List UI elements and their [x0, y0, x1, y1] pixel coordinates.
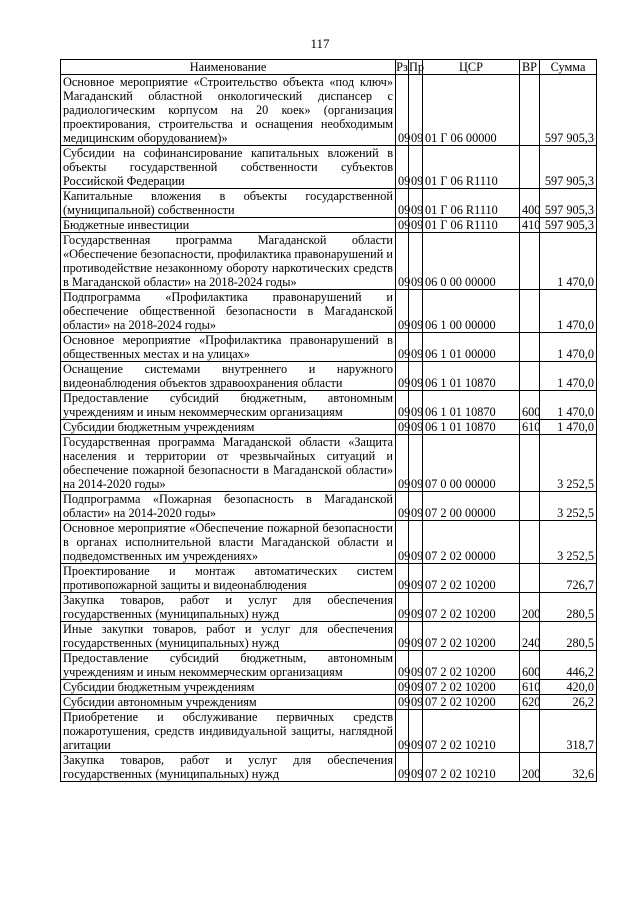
- row-rz: 09: [396, 420, 409, 435]
- header-vr: ВР: [520, 60, 540, 75]
- header-rz: Рз: [396, 60, 408, 74]
- row-name: Проектирование и монтаж автоматических систем противопожарной защиты и видеонаблюдения: [61, 564, 396, 593]
- header-name: Наименование: [61, 60, 396, 75]
- row-rz: 09: [396, 753, 409, 782]
- row-pr: 09: [409, 290, 423, 333]
- row-sum: 726,7: [540, 564, 597, 593]
- row-name: Иные закупки товаров, работ и услуг для обеспечения государственных (муниципальных) нужд: [61, 622, 396, 651]
- row-pr: 09: [409, 420, 423, 435]
- row-name: Субсидии автономным учреждениям: [61, 695, 396, 710]
- row-sum: 1 470,0: [540, 362, 597, 391]
- row-sum: 597 905,3: [540, 75, 597, 146]
- row-rz: 09: [396, 362, 409, 391]
- table-row: [61, 290, 597, 333]
- header-pr: Пр: [409, 60, 425, 74]
- page-number: 117: [310, 36, 330, 51]
- row-csr: 01 Г 06 00000: [423, 75, 520, 146]
- row-name: Основное мероприятие «Обеспечение пожарной безопасности в органах исполнительной власти Магаданской области и подведомственных им учреждениях»: [61, 521, 396, 564]
- row-name: Подпрограмма «Профилактика правонарушений и обеспечение общественной безопасности в Магаданской области» на 2018-2024 годы»: [61, 290, 396, 333]
- header-sum: Сумма: [540, 60, 597, 75]
- row-sum: 318,7: [540, 710, 597, 753]
- row-rz: 09: [396, 521, 409, 564]
- row-pr: 09: [409, 233, 423, 290]
- row-sum: 597 905,3: [540, 146, 597, 189]
- row-sum: 1 470,0: [540, 290, 597, 333]
- row-vr: 600: [520, 391, 540, 420]
- row-pr: 09: [409, 333, 423, 362]
- row-sum: 32,6: [540, 753, 597, 782]
- row-rz: 09: [396, 492, 409, 521]
- row-vr: 600: [520, 651, 540, 680]
- row-pr: 09: [409, 218, 423, 233]
- row-name: Приобретение и обслуживание первичных средств пожаротушения, средств индивидуальной защиты, наглядной агитации: [61, 710, 396, 753]
- row-vr: [520, 521, 540, 564]
- row-sum: 26,2: [540, 695, 597, 710]
- row-sum: 280,5: [540, 593, 597, 622]
- table-row: [61, 521, 597, 564]
- row-rz: 09: [396, 333, 409, 362]
- row-name: Основное мероприятие «Строительство объекта «под ключ» Магаданский областной онкологический диспансер с радиологическим корпусом на 20 коек» (организация проектирования, строительства и оснащения необходимым медицинским оборудованием)»: [61, 75, 396, 146]
- row-pr: 09: [409, 593, 423, 622]
- table-row: [61, 695, 597, 710]
- table-header-row: [61, 60, 597, 75]
- row-pr: 09: [409, 622, 423, 651]
- row-name: Предоставление субсидий бюджетным, автономным учреждениям и иным некоммерческим организациям: [61, 391, 396, 420]
- row-name: Закупка товаров, работ и услуг для обеспечения государственных (муниципальных) нужд: [61, 753, 396, 782]
- row-vr: [520, 333, 540, 362]
- row-rz: 09: [396, 435, 409, 492]
- row-pr: 09: [409, 753, 423, 782]
- row-vr: 610: [520, 420, 540, 435]
- row-vr: [520, 233, 540, 290]
- row-rz: 09: [396, 680, 409, 695]
- row-pr: 09: [409, 75, 423, 146]
- table-row: [61, 622, 597, 651]
- row-csr: 07 2 02 10200: [423, 680, 520, 695]
- row-rz: 09: [396, 651, 409, 680]
- row-pr: 09: [409, 521, 423, 564]
- row-vr: 400: [520, 189, 540, 218]
- row-vr: [520, 75, 540, 146]
- row-vr: 620: [520, 695, 540, 710]
- row-name: Государственная программа Магаданской области «Обеспечение безопасности, профилактика правонарушений и противодействие незаконному обороту наркотических средств в Магаданской области» на 2018-2024 годы»: [61, 233, 396, 290]
- row-csr: 07 2 02 10200: [423, 564, 520, 593]
- table-row: [61, 564, 597, 593]
- row-csr: 06 1 00 00000: [423, 290, 520, 333]
- table-row: [61, 680, 597, 695]
- table-row: [61, 233, 597, 290]
- row-pr: 09: [409, 695, 423, 710]
- row-vr: [520, 362, 540, 391]
- table-row: [61, 420, 597, 435]
- row-vr: 240: [520, 622, 540, 651]
- row-csr: 07 0 00 00000: [423, 435, 520, 492]
- budget-table: [60, 59, 597, 782]
- table-row: [61, 710, 597, 753]
- row-sum: 3 252,5: [540, 435, 597, 492]
- row-sum: 3 252,5: [540, 521, 597, 564]
- table-row: [61, 362, 597, 391]
- row-sum: 280,5: [540, 622, 597, 651]
- row-vr: [520, 710, 540, 753]
- row-name: Субсидии бюджетным учреждениям: [61, 420, 396, 435]
- row-csr: 06 1 01 10870: [423, 362, 520, 391]
- row-sum: 1 470,0: [540, 333, 597, 362]
- row-pr: 09: [409, 391, 423, 420]
- row-rz: 09: [396, 218, 409, 233]
- row-csr: 07 2 02 10200: [423, 593, 520, 622]
- row-vr: [520, 290, 540, 333]
- row-pr: 09: [409, 362, 423, 391]
- row-name: Оснащение системами внутреннего и наружного видеонаблюдения объектов здравоохранения области: [61, 362, 396, 391]
- row-pr: 09: [409, 680, 423, 695]
- row-sum: 3 252,5: [540, 492, 597, 521]
- row-name: Субсидии бюджетным учреждениям: [61, 680, 396, 695]
- header-csr: ЦСР: [423, 60, 520, 75]
- row-sum: 1 470,0: [540, 420, 597, 435]
- row-name: Подпрограмма «Пожарная безопасность в Магаданской области» на 2014-2020 годы»: [61, 492, 396, 521]
- row-pr: 09: [409, 435, 423, 492]
- table-row: [61, 189, 597, 218]
- row-sum: 1 470,0: [540, 233, 597, 290]
- row-name: Бюджетные инвестиции: [61, 218, 396, 233]
- row-csr: 01 Г 06 R1110: [423, 218, 520, 233]
- table-row: [61, 753, 597, 782]
- row-csr: 07 2 00 00000: [423, 492, 520, 521]
- row-vr: [520, 492, 540, 521]
- row-csr: 06 1 01 10870: [423, 391, 520, 420]
- row-csr: 01 Г 06 R1110: [423, 189, 520, 218]
- row-pr: 09: [409, 146, 423, 189]
- row-pr: 09: [409, 564, 423, 593]
- row-csr: 07 2 02 00000: [423, 521, 520, 564]
- table-row: [61, 146, 597, 189]
- row-csr: 07 2 02 10210: [423, 710, 520, 753]
- row-rz: 09: [396, 146, 409, 189]
- row-csr: 07 2 02 10200: [423, 695, 520, 710]
- table-row: [61, 651, 597, 680]
- row-sum: 446,2: [540, 651, 597, 680]
- row-sum: 597 905,3: [540, 189, 597, 218]
- table-row: [61, 492, 597, 521]
- row-name: Закупка товаров, работ и услуг для обеспечения государственных (муниципальных) нужд: [61, 593, 396, 622]
- row-rz: 09: [396, 622, 409, 651]
- row-vr: [520, 564, 540, 593]
- row-name: Государственная программа Магаданской области «Защита населения и территории от чрезвычайных ситуаций и обеспечение пожарной безопасности в Магаданской области» на 2014-2020 годы»: [61, 435, 396, 492]
- row-csr: 01 Г 06 R1110: [423, 146, 520, 189]
- table-row: [61, 435, 597, 492]
- row-pr: 09: [409, 651, 423, 680]
- table-row: [61, 333, 597, 362]
- row-sum: 420,0: [540, 680, 597, 695]
- row-name: Субсидии на софинансирование капитальных вложений в объекты государственной собственности субъектов Российской Федерации: [61, 146, 396, 189]
- row-csr: 07 2 02 10210: [423, 753, 520, 782]
- row-vr: 610: [520, 680, 540, 695]
- row-pr: 09: [409, 710, 423, 753]
- row-vr: 200: [520, 593, 540, 622]
- table-row: [61, 75, 597, 146]
- table-row: [61, 391, 597, 420]
- row-rz: 09: [396, 593, 409, 622]
- row-rz: 09: [396, 564, 409, 593]
- row-vr: [520, 146, 540, 189]
- row-pr: 09: [409, 189, 423, 218]
- row-rz: 09: [396, 391, 409, 420]
- row-csr: 06 1 01 10870: [423, 420, 520, 435]
- row-sum: 597 905,3: [540, 218, 597, 233]
- row-sum: 1 470,0: [540, 391, 597, 420]
- row-csr: 06 1 01 00000: [423, 333, 520, 362]
- row-vr: [520, 435, 540, 492]
- row-rz: 09: [396, 75, 409, 146]
- row-vr: 410: [520, 218, 540, 233]
- row-pr: 09: [409, 492, 423, 521]
- table-body: [61, 75, 597, 782]
- row-rz: 09: [396, 290, 409, 333]
- row-csr: 06 0 00 00000: [423, 233, 520, 290]
- row-rz: 09: [396, 695, 409, 710]
- row-name: Предоставление субсидий бюджетным, автономным учреждениям и иным некоммерческим организациям: [61, 651, 396, 680]
- table-row: [61, 218, 597, 233]
- table-row: [61, 593, 597, 622]
- row-name: Основное мероприятие «Профилактика правонарушений в общественных местах и на улицах»: [61, 333, 396, 362]
- row-rz: 09: [396, 710, 409, 753]
- row-csr: 07 2 02 10200: [423, 622, 520, 651]
- row-name: Капитальные вложения в объекты государственной (муниципальной) собственности: [61, 189, 396, 218]
- row-rz: 09: [396, 189, 409, 218]
- row-rz: 09: [396, 233, 409, 290]
- row-csr: 07 2 02 10200: [423, 651, 520, 680]
- row-vr: 200: [520, 753, 540, 782]
